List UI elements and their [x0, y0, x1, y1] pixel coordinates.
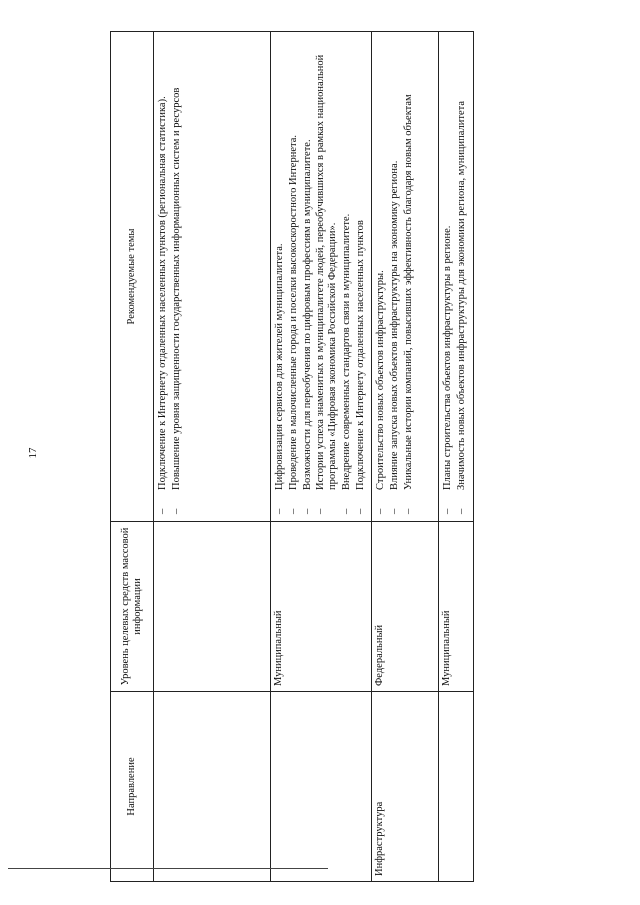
topic-list [442, 37, 468, 516]
topic-item [302, 37, 314, 516]
header-level: Уровень целевых средств массовой информации [111, 522, 154, 692]
header-topics: Рекомендуемые темы [111, 32, 154, 522]
bullet-dash: – [375, 508, 386, 514]
bullet-dash: – [442, 508, 453, 514]
cell-direction: Инфраструктура [372, 692, 439, 882]
bullet-dash: – [340, 508, 352, 514]
topic-item [315, 37, 339, 516]
topic-text: Строительство новых объектов инфраструктуры. [375, 270, 386, 490]
topic-text: Влияние запуска новых объектов инфраструктуры на экономику региона. [388, 160, 400, 490]
topic-item [355, 37, 367, 516]
topic-text: Истории успеха знаменитых в муниципалитете людей, переобучившихся в рамках национальной программы «Цифровая экономика Российской Федерации». [315, 54, 338, 490]
table-header-row [111, 32, 154, 882]
cell-direction [154, 692, 271, 882]
bullet-dash: – [315, 508, 327, 514]
topic-item [171, 37, 183, 516]
header-direction: Направление [111, 692, 154, 882]
cell-direction [439, 692, 474, 882]
rotated-table-sheet [110, 32, 467, 882]
footnote-separator [8, 868, 328, 869]
bullet-dash: – [157, 508, 168, 514]
topic-item [389, 37, 401, 516]
bullet-dash: – [388, 508, 400, 514]
topic-text: Повышение уровня защищенности государственных информационных систем и ресурсов [170, 87, 182, 490]
bullet-dash: – [301, 508, 313, 514]
cell-level: Муниципальный [271, 522, 372, 692]
topic-item [157, 37, 169, 516]
topic-item [456, 37, 468, 516]
topic-item [274, 37, 286, 516]
bullet-dash: – [170, 508, 182, 514]
topic-item [288, 37, 300, 516]
topic-text: Подключение к Интернету отдаленных населенных пунктов [354, 220, 366, 490]
topic-list [274, 37, 366, 516]
topic-text: Проведение в малочисленные города и поселки высокоскоростного Интернета. [287, 135, 299, 490]
topic-text: Значимость новых объектов инфраструктуры для экономики региона, муниципалитета [455, 100, 467, 490]
cell-direction [271, 692, 372, 882]
topic-text: Внедрение современных стандартов связи в муниципалитете. [340, 213, 352, 490]
cell-level: Муниципальный [439, 522, 474, 692]
cell-topics [439, 32, 474, 522]
cell-topics [372, 32, 439, 522]
bullet-dash: – [455, 508, 467, 514]
topic-text: Планы строительства объектов инфраструктуры в регионе. [442, 225, 453, 490]
page-number: 17 [27, 447, 39, 459]
cell-topics [154, 32, 271, 522]
cell-level [154, 522, 271, 692]
topic-item [341, 37, 353, 516]
topic-text: Возможности для переобучения по цифровым профессиям в муниципалитете. [301, 139, 313, 490]
bullet-dash: – [354, 508, 366, 514]
cell-level: Федеральный [372, 522, 439, 692]
topic-item [375, 37, 387, 516]
recommendations-table [110, 31, 474, 882]
topic-item [442, 37, 454, 516]
topic-list [375, 37, 414, 516]
bullet-dash: – [402, 508, 414, 514]
topic-text: Уникальные истории компаний, повысивших эффективность благодаря новым объектам [402, 94, 414, 490]
table-row [372, 32, 439, 882]
bullet-dash: – [287, 508, 299, 514]
topic-item [403, 37, 415, 516]
cell-topics [271, 32, 372, 522]
table-row [271, 32, 372, 882]
table-row [439, 32, 474, 882]
topic-list [157, 37, 183, 516]
bullet-dash: – [274, 508, 285, 514]
topic-text: Подключение к Интернету отдаленных населенных пунктов (региональная статистика). [157, 96, 168, 490]
topic-text: Цифровизация сервисов для жителей муниципалитета. [274, 243, 285, 490]
table-row [154, 32, 271, 882]
